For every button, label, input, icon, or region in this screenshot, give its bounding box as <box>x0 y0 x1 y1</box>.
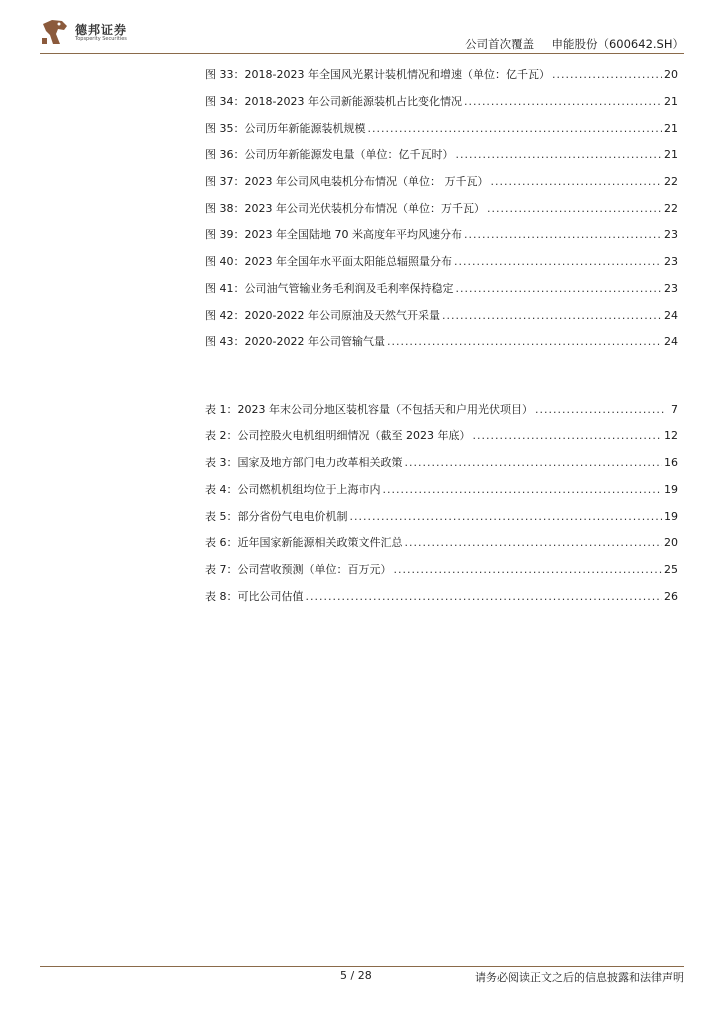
toc-entry-figure-41[interactable]: 图 41：公司油气管输业务毛利润及毛利率保持稳定 ..... 23 <box>205 281 678 297</box>
logo-mark-icon <box>40 18 70 46</box>
toc-entry-table-8[interactable]: 表 8：可比公司估值 ..... 26 <box>205 589 678 605</box>
leader-dots <box>306 589 663 605</box>
leader-dots <box>464 94 662 110</box>
toc-entry-figure-42[interactable]: 图 42：2020-2022 年公司原油及天然气开采量 ..... 24 <box>205 308 678 324</box>
toc-page-number: 21 <box>664 95 678 108</box>
toc-page-number: 20 <box>664 68 678 81</box>
toc-page-number: 20 <box>664 536 678 549</box>
toc-page-number: 23 <box>664 255 678 268</box>
toc-page-number: 21 <box>664 148 678 161</box>
toc-page-number: 16 <box>664 456 678 469</box>
leader-dots <box>552 67 662 83</box>
toc-page-number: 22 <box>664 175 678 188</box>
leader-dots <box>454 254 662 270</box>
company-logo <box>40 18 160 46</box>
toc-page-number: 21 <box>664 122 678 135</box>
toc-entry-figure-35[interactable]: 图 35：公司历年新能源装机规模 ..... 21 <box>205 121 678 137</box>
logo-chinese-name: 德邦证券 <box>75 23 128 37</box>
report-type: 公司首次覆盖 <box>465 37 535 51</box>
toc-page-number: 12 <box>664 429 678 442</box>
toc-entry-figure-39[interactable]: 图 39：2023 年全国陆地 70 米高度年平均风速分布 ..... 23 <box>205 227 678 243</box>
leader-dots <box>487 201 662 217</box>
toc-entry-table-3[interactable]: 表 3：国家及地方部门电力改革相关政策 ..... 16 <box>205 455 678 471</box>
leader-dots <box>535 402 664 418</box>
footer-disclaimer: 请务必阅读正文之后的信息披露和法律声明 <box>475 971 684 984</box>
logo-english-name: Topsperity Securities <box>75 36 127 42</box>
toc-entry-table-4[interactable]: 表 4：公司燃机机组均位于上海市内 ..... 19 <box>205 482 678 498</box>
toc-page-number: 24 <box>664 335 678 348</box>
leader-dots <box>490 174 662 190</box>
toc-page-number: 24 <box>664 309 678 322</box>
leader-dots <box>472 428 662 444</box>
company-name: 申能股份（600642.SH） <box>551 37 684 51</box>
toc-page-number: 25 <box>664 563 678 576</box>
toc-entry-figure-43[interactable]: 图 43：2020-2022 年公司管输气量 ..... 24 <box>205 334 678 350</box>
leader-dots <box>464 227 662 243</box>
leader-dots <box>456 147 663 163</box>
toc-entry-figure-37[interactable]: 图 37：2023 年公司风电装机分布情况（单位： 万千瓦） ..... 22 <box>205 174 678 190</box>
toc-page-number: 22 <box>664 202 678 215</box>
toc-page-number: 19 <box>664 510 678 523</box>
toc-entry-table-6[interactable]: 表 6：近年国家新能源相关政策文件汇总 ..... 20 <box>205 535 678 551</box>
toc-entry-figure-36[interactable]: 图 36：公司历年新能源发电量（单位：亿千瓦时） ..... 21 <box>205 147 678 163</box>
leader-dots <box>350 509 663 525</box>
toc-entry-table-2[interactable]: 表 2：公司控股火电机组明细情况（截至 2023 年底） ..... 12 <box>205 428 678 444</box>
leader-dots <box>405 455 663 471</box>
leader-dots <box>394 562 663 578</box>
toc-entry-figure-38[interactable]: 图 38：2023 年公司光伏装机分布情况（单位：万千瓦） ..... 22 <box>205 201 678 217</box>
leader-dots <box>383 482 663 498</box>
toc-page-number: 7 <box>671 403 678 416</box>
toc-entry-table-7[interactable]: 表 7：公司营收预测（单位：百万元） ..... 25 <box>205 562 678 578</box>
leader-dots <box>456 281 663 297</box>
toc-entry-table-1[interactable]: 表 1：2023 年末公司分地区装机容量（不包括天和户用光伏项目） ..... 7 <box>205 402 678 418</box>
toc-entry-figure-34[interactable]: 图 34：2018-2023 年公司新能源装机占比变化情况 ..... 21 <box>205 94 678 110</box>
leader-dots <box>387 334 662 350</box>
leader-dots <box>405 535 663 551</box>
footer-divider <box>40 966 684 967</box>
toc-page-number: 23 <box>664 282 678 295</box>
header-divider <box>40 53 684 54</box>
toc-entry-table-5[interactable]: 表 5：部分省份气电电价机制 ..... 19 <box>205 509 678 525</box>
page-number: 5 / 28 <box>340 969 372 982</box>
toc-entry-figure-33[interactable]: 图 33：2018-2023 年全国风光累计装机情况和增速（单位：亿千瓦） ..... 20 <box>205 67 678 83</box>
toc-page-number: 19 <box>664 483 678 496</box>
toc-entry-figure-40[interactable]: 图 40：2023 年全国年水平面太阳能总辐照量分布 ..... 23 <box>205 254 678 270</box>
leader-dots <box>368 121 663 137</box>
toc-page-number: 26 <box>664 590 678 603</box>
leader-dots <box>442 308 662 324</box>
toc-page-number: 23 <box>664 228 678 241</box>
header-report-info <box>465 36 684 52</box>
